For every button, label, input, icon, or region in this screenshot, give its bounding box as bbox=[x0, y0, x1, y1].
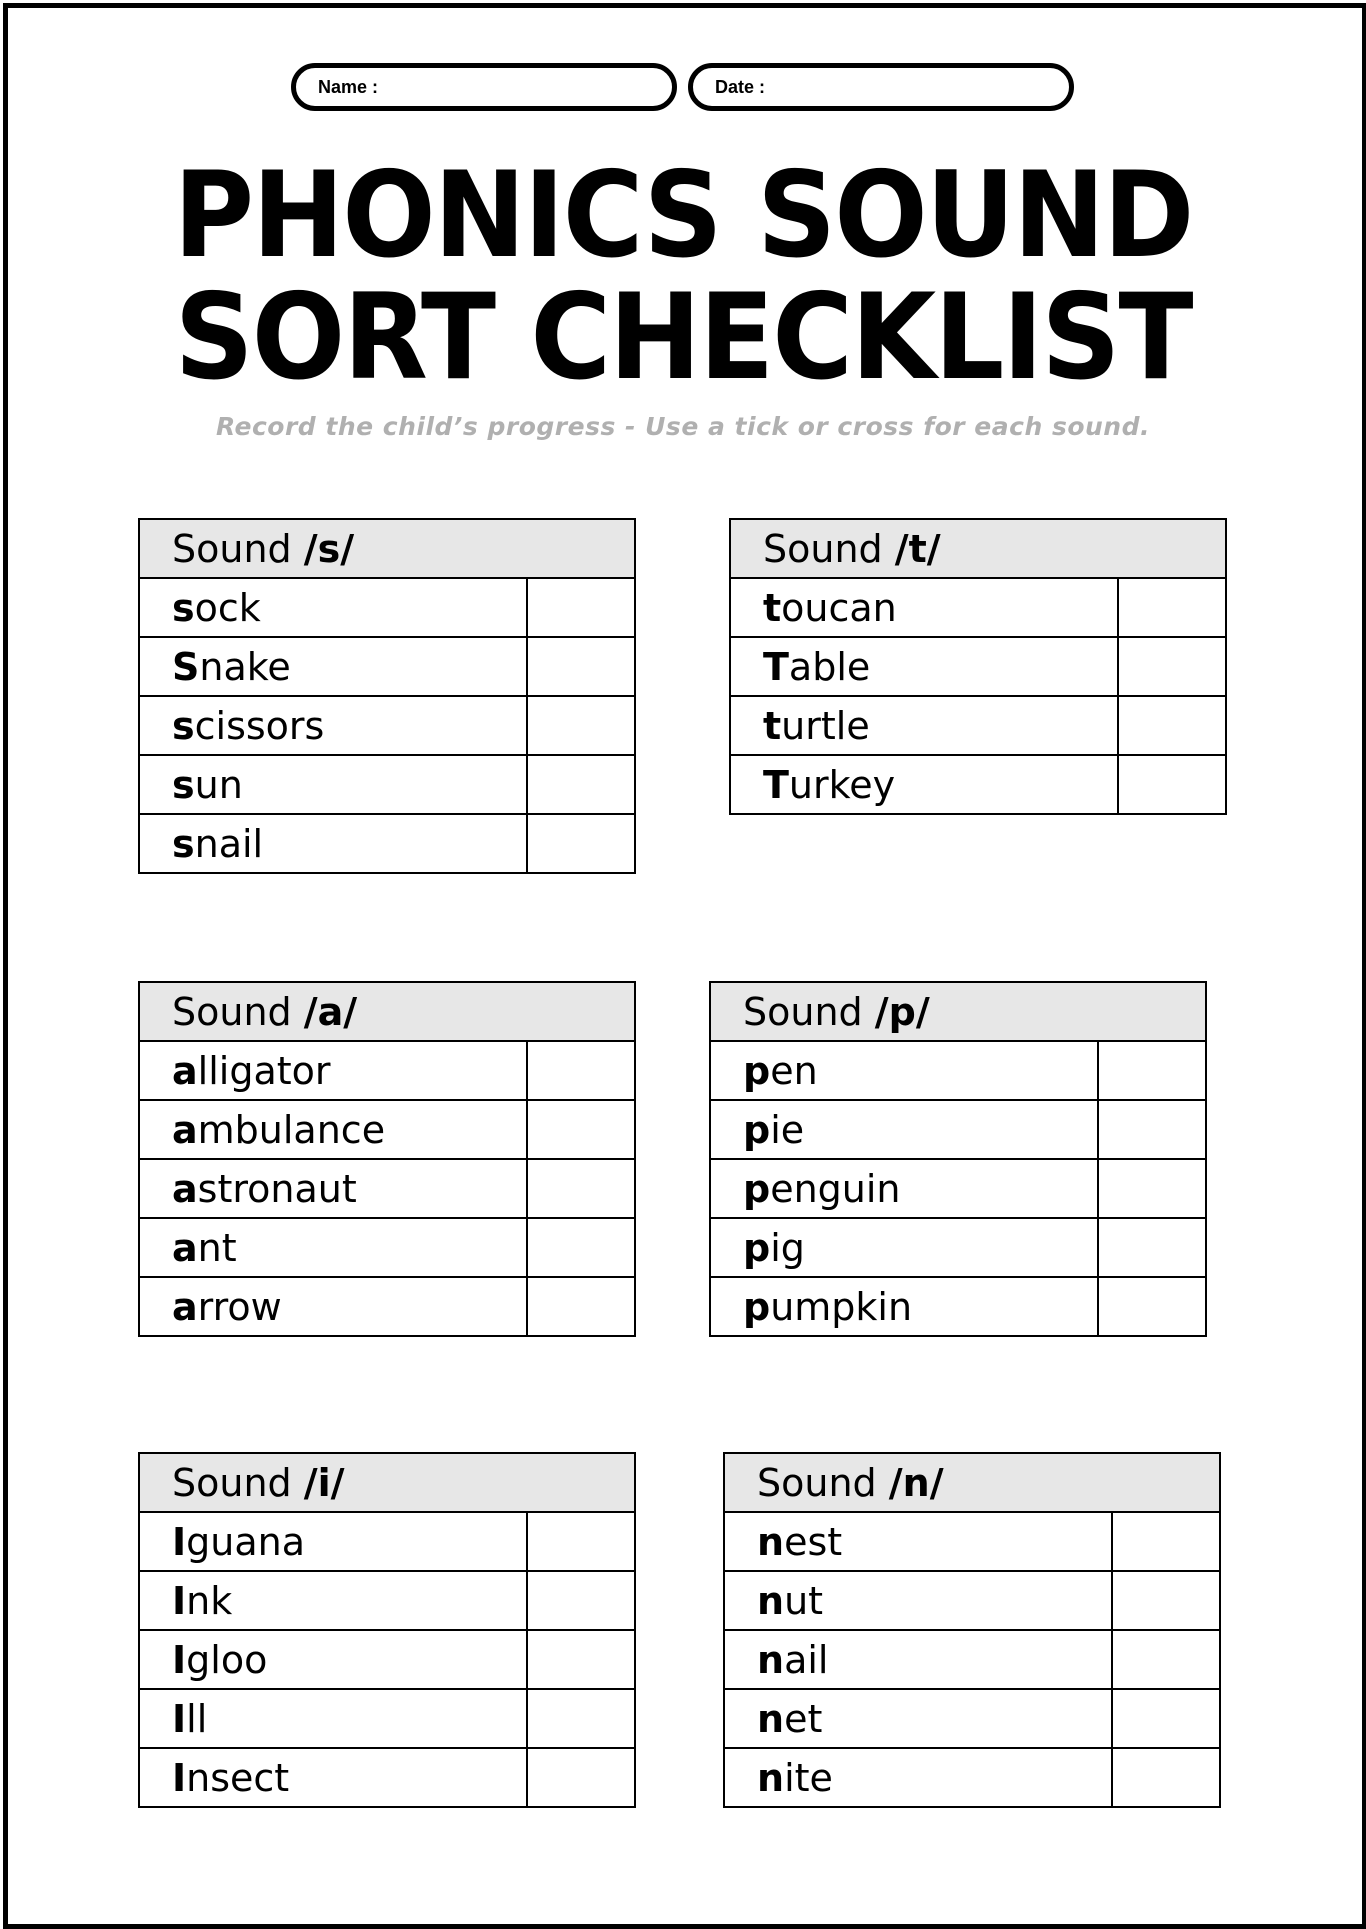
instructions-subtitle: Record the child’s progress - Use a tick or cross for each sound. bbox=[215, 412, 1150, 441]
name-label: Name : bbox=[318, 76, 379, 97]
table-row: pig bbox=[710, 1218, 1206, 1277]
table-header: Sound /n/ bbox=[724, 1453, 1220, 1512]
check-box[interactable] bbox=[1112, 1630, 1220, 1689]
check-box[interactable] bbox=[1118, 696, 1226, 755]
name-field[interactable] bbox=[291, 63, 677, 111]
table-row: net bbox=[724, 1689, 1220, 1748]
table-row: sock bbox=[139, 578, 635, 637]
table-row: nite bbox=[724, 1748, 1220, 1807]
table-row: penguin bbox=[710, 1159, 1206, 1218]
sound-table-n bbox=[723, 1452, 1221, 1808]
sound-table-s bbox=[138, 518, 636, 874]
table-header: Sound /a/ bbox=[139, 982, 635, 1041]
sound-table-p bbox=[709, 981, 1207, 1337]
check-box[interactable] bbox=[527, 1218, 635, 1277]
table-header: Sound /p/ bbox=[710, 982, 1206, 1041]
table-row: Table bbox=[730, 637, 1226, 696]
check-box[interactable] bbox=[1118, 637, 1226, 696]
table-row: Ill bbox=[139, 1689, 635, 1748]
table-header: Sound /s/ bbox=[139, 519, 635, 578]
check-box[interactable] bbox=[1112, 1571, 1220, 1630]
date-field[interactable] bbox=[688, 63, 1074, 111]
date-label: Date : bbox=[715, 76, 766, 97]
table-row: nest bbox=[724, 1512, 1220, 1571]
check-box[interactable] bbox=[1098, 1159, 1206, 1218]
check-box[interactable] bbox=[527, 755, 635, 814]
table-row: scissors bbox=[139, 696, 635, 755]
check-box[interactable] bbox=[1118, 755, 1226, 814]
sound-table-t bbox=[729, 518, 1227, 815]
table-row: Iguana bbox=[139, 1512, 635, 1571]
table-header: Sound /t/ bbox=[730, 519, 1226, 578]
table-row: ambulance bbox=[139, 1100, 635, 1159]
sound-table-a bbox=[138, 981, 636, 1337]
sound-table-i bbox=[138, 1452, 636, 1808]
table-row: ant bbox=[139, 1218, 635, 1277]
table-row: nut bbox=[724, 1571, 1220, 1630]
check-box[interactable] bbox=[527, 1100, 635, 1159]
page-title-line-1: PHONICS SOUND bbox=[173, 145, 1193, 285]
check-box[interactable] bbox=[527, 1159, 635, 1218]
check-box[interactable] bbox=[1098, 1277, 1206, 1336]
table-row: Igloo bbox=[139, 1630, 635, 1689]
check-box[interactable] bbox=[527, 1277, 635, 1336]
table-row: astronaut bbox=[139, 1159, 635, 1218]
check-box[interactable] bbox=[527, 1041, 635, 1100]
table-row: nail bbox=[724, 1630, 1220, 1689]
check-box[interactable] bbox=[1112, 1689, 1220, 1748]
check-box[interactable] bbox=[527, 696, 635, 755]
table-header: Sound /i/ bbox=[139, 1453, 635, 1512]
table-row: arrow bbox=[139, 1277, 635, 1336]
table-row: Insect bbox=[139, 1748, 635, 1807]
table-row: Ink bbox=[139, 1571, 635, 1630]
table-row: snail bbox=[139, 814, 635, 873]
check-box[interactable] bbox=[527, 1689, 635, 1748]
check-box[interactable] bbox=[527, 1512, 635, 1571]
check-box[interactable] bbox=[527, 637, 635, 696]
check-box[interactable] bbox=[527, 814, 635, 873]
table-row: alligator bbox=[139, 1041, 635, 1100]
table-row: Snake bbox=[139, 637, 635, 696]
check-box[interactable] bbox=[1118, 578, 1226, 637]
check-box[interactable] bbox=[527, 1748, 635, 1807]
check-box[interactable] bbox=[1098, 1100, 1206, 1159]
check-box[interactable] bbox=[527, 578, 635, 637]
table-row: Turkey bbox=[730, 755, 1226, 814]
check-box[interactable] bbox=[527, 1630, 635, 1689]
check-box[interactable] bbox=[1098, 1218, 1206, 1277]
check-box[interactable] bbox=[527, 1571, 635, 1630]
table-row: sun bbox=[139, 755, 635, 814]
table-row: toucan bbox=[730, 578, 1226, 637]
table-row: pie bbox=[710, 1100, 1206, 1159]
table-row: pen bbox=[710, 1041, 1206, 1100]
table-row: pumpkin bbox=[710, 1277, 1206, 1336]
check-box[interactable] bbox=[1112, 1748, 1220, 1807]
table-row: turtle bbox=[730, 696, 1226, 755]
page-title-line-2: SORT CHECKLIST bbox=[174, 267, 1192, 407]
check-box[interactable] bbox=[1112, 1512, 1220, 1571]
check-box[interactable] bbox=[1098, 1041, 1206, 1100]
